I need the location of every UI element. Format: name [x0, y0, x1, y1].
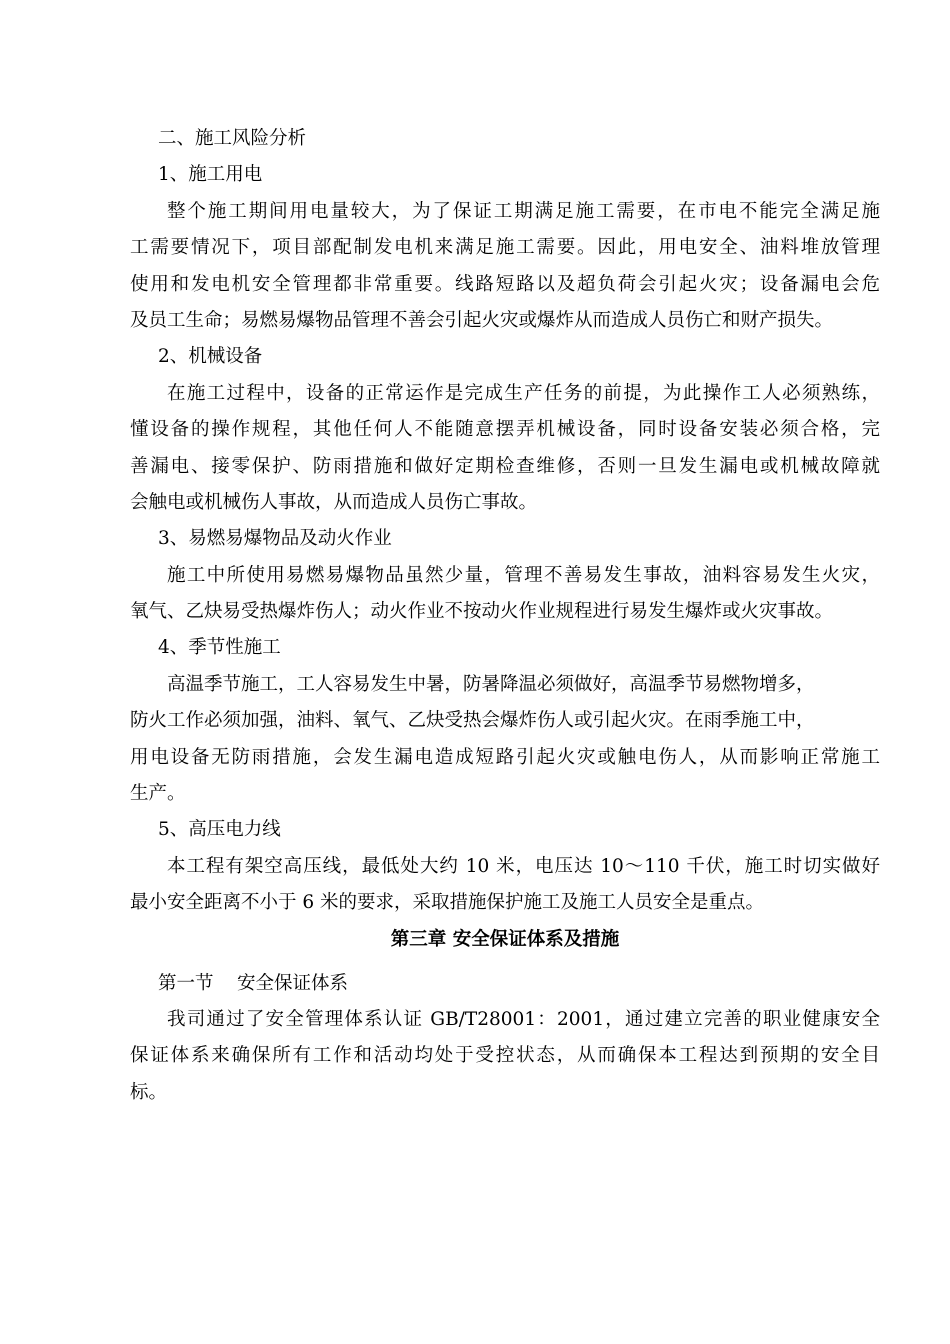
paragraph-seasonal [130, 667, 880, 813]
paragraph-line: 整个施工期间用电量较大，为了保证工期满足施工需要，在市电不能完全满足施 [167, 200, 880, 222]
paragraph-safety-system [130, 1002, 880, 1111]
section-heading: 第一节 安全保证体系 [158, 972, 349, 994]
subheading-power-usage: 1、施工用电 [158, 164, 263, 186]
paragraph-line: 氧气、乙炔易受热爆炸伤人；动火作业不按动火作业规程进行易发生爆炸或火灾事故。 [130, 601, 834, 623]
paragraph-high-voltage [130, 849, 880, 922]
paragraph-line: 施工中所使用易燃易爆物品虽然少量，管理不善易发生事故，油料容易发生火灾， [167, 564, 880, 586]
paragraph-line: 懂设备的操作规程，其他任何人不能随意摆弄机械设备，同时设备安装必须合格，完 [130, 419, 880, 441]
document-body [130, 121, 880, 1111]
paragraph-line: 善漏电、接零保护、防雨措施和做好定期检查维修，否则一旦发生漏电或机械故障就 [130, 455, 880, 477]
paragraph-line: 用电设备无防雨措施，会发生漏电造成短路引起火灾或触电伤人，从而影响正常施工 [130, 746, 880, 768]
paragraph-line: 防火工作必须加强，油料、氧气、乙炔受热会爆炸伤人或引起火灾。在雨季施工中， [130, 710, 815, 732]
subheading-flammables: 3、易燃易爆物品及动火作业 [158, 528, 392, 550]
paragraph-line: 使用和发电机安全管理都非常重要。线路短路以及超负荷会引起火灾；设备漏电会危 [130, 273, 880, 295]
paragraph-power-usage [130, 194, 880, 340]
subheading-seasonal: 4、季节性施工 [158, 637, 281, 659]
paragraph-line: 我司通过了安全管理体系认证 GB/T28001：2001，通过建立完善的职业健康安全 [167, 1008, 880, 1030]
paragraph-line: 生产。 [130, 783, 186, 805]
subheading-high-voltage: 5、高压电力线 [158, 819, 281, 841]
paragraph-line: 标。 [130, 1081, 168, 1103]
subheading-machinery: 2、机械设备 [158, 346, 263, 368]
paragraph-line: 工需要情况下，项目部配制发电机来满足施工需要。因此，用电安全、油料堆放管理 [130, 237, 880, 259]
paragraph-line: 高温季节施工，工人容易发生中暑，防暑降温必须做好，高温季节易燃物增多， [167, 673, 815, 695]
paragraph-flammables [130, 558, 880, 631]
paragraph-line: 会触电或机械伤人事故，从而造成人员伤亡事故。 [130, 491, 538, 513]
section-title: 二、施工风险分析 [158, 128, 307, 149]
paragraph-line: 及员工生命；易燃易爆物品管理不善会引起火灾或爆炸从而造成人员伤亡和财产损失。 [130, 309, 834, 331]
paragraph-line: 在施工过程中，设备的正常运作是完成生产任务的前提，为此操作工人必须熟练， [167, 382, 880, 404]
paragraph-line: 最小安全距离不小于 6 米的要求，采取措施保护施工及施工人员安全是重点。 [130, 892, 765, 914]
chapter-title: 第三章 安全保证体系及措施 [390, 928, 620, 950]
paragraph-line: 保证体系来确保所有工作和活动均处于受控状态，从而确保本工程达到预期的安全目 [130, 1045, 880, 1067]
paragraph-machinery [130, 376, 880, 522]
paragraph-line: 本工程有架空高压线，最低处大约 10 米，电压达 10～110 千伏，施工时切实做好 [167, 855, 880, 877]
